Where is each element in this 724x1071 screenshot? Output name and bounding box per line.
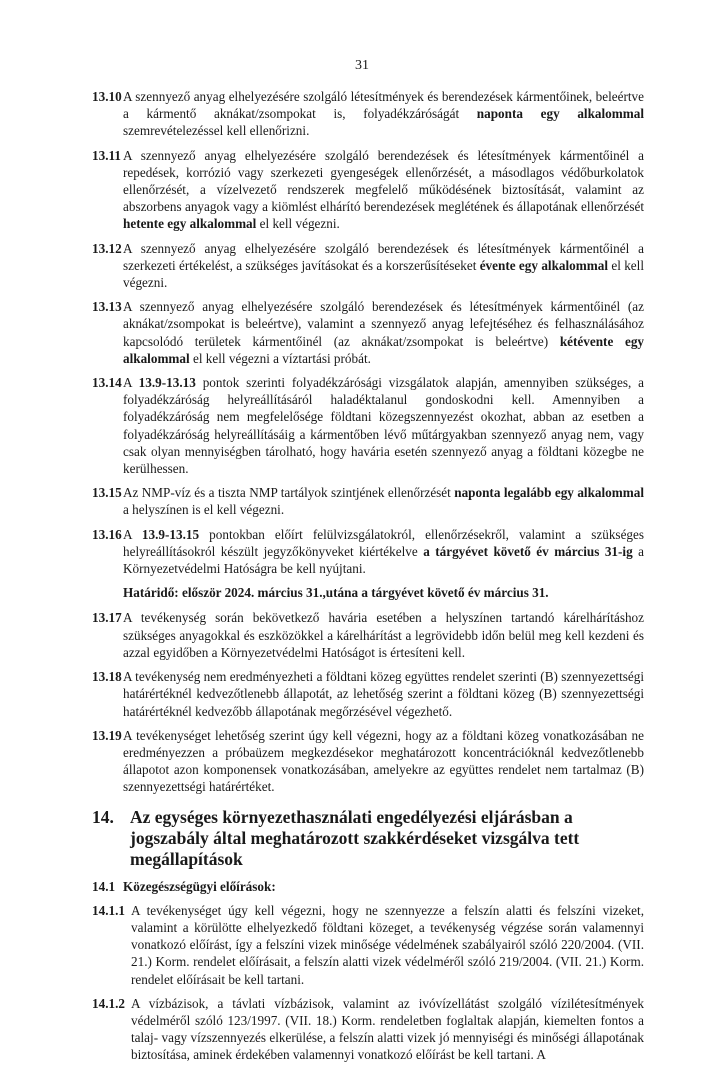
subsection-title: Közegészségügyi előírások: [123,878,276,894]
text-run: el kell végezni. [256,216,340,232]
subsection-number: 14.1 [92,878,116,894]
bold-text: kétévente egy alkalommal [123,333,645,366]
paragraph-text [123,609,644,661]
paragraph-text [123,727,644,796]
paragraph-number: 13.13 [92,299,122,315]
numbered-paragraph [92,526,644,578]
text-run: Az NMP-víz és a tiszta NMP tartályok szintjének ellenőrzését [123,485,455,501]
bold-text: naponta legalább egy alkalommal [454,485,644,501]
paragraph-text [123,298,644,367]
text-run: pontok szerinti folyadékzárósági vizsgálatok alapján, amennyiben szükséges, a folyadékzáróság helyreállításáról haladéktalanul gondoskodni kell. Amennyiben a folyadékzáróság nem megfelelősége földtani közegszennyezést okozhat, abban az esetben a folyadékzáróság helyreállításáig a kármentőben lévő műtárgyakban szennyező anyag nem, vagy csak olyan mennyiségben tárolható, hogy havária esetén szennyező anyag a földtani közegbe ne kerülhessen. [123,375,645,477]
paragraph-number: 14.1.2 [92,995,125,1011]
bold-text: naponta egy alkalommal [476,106,644,122]
section-14-heading [92,807,644,870]
section-13-items-b [92,609,644,795]
text-run: a Környezetvédelmi Hatóságra be kell nyújtani. [123,543,644,577]
paragraph-text [123,240,644,292]
paragraph-text [123,147,644,233]
paragraph-number: 13.18 [92,669,122,685]
numbered-paragraph [92,727,644,796]
text-run: pontokban előírt felülvizsgálatokról, ellenőrzésekről, valamint a szükséges helyreállításokról készült jegyzőkönyveket kiértékelve [123,526,644,559]
text-run: el kell végezni a víztartási próbát. [189,350,371,366]
text-run: A szennyező anyag elhelyezésére szolgáló berendezések és létesítmények kármentőinél a repedések, korrózió vagy szerkezeti gyengeségek ellenőrzését, a másodlagos védőburkolatok ellenőrzését, a vízelvezető rendszerek megfelelő működésének biztosítását, valamint az abszorbens anyagok vagy a kiömlést elhárító berendezések meglétének és állapotának ellenőrzését [123,147,644,215]
paragraph-text [131,995,644,1064]
numbered-paragraph [92,609,644,661]
section-14-1-items [92,902,644,1064]
bold-text: hetente egy alkalommal [123,216,257,232]
paragraph-number: 13.17 [92,610,122,626]
text-run: A [123,526,142,542]
paragraph-text [123,88,644,140]
page-number: 31 [355,58,369,73]
text-run: szemrevételezéssel kell ellenőrizni. [123,123,310,139]
bold-text: évente egy alkalommal [479,257,608,273]
deadline-note: Határidő: először 2024. március 31.,utána a tárgyévet követő év március 31. [123,585,549,601]
numbered-paragraph [92,902,644,988]
numbered-paragraph [92,484,644,518]
paragraph-text [131,902,644,988]
paragraph-text [123,668,644,720]
subsection-heading [92,878,644,895]
paragraph-text [123,374,644,477]
section-title: Az egységes környezethasználati engedélyezési eljárásban a jogszabály által meghatározott szakkérdéseket vizsgálva tett megállapítások [130,806,580,869]
text-run: A tevékenység nem eredményezheti a földtani közeg együttes rendelet szerinti (B) szennyezettségi határértéknél kedvezőtlenebb állapotát, az lehetőség szerint a földtani közeg (B) szennyezettségi határértéknél kedvezőbb állapotának megőrzésével végezhető. [123,669,644,719]
text-run: A szennyező anyag elhelyezésére szolgáló berendezések és létesítmények kármentőinél (az aknákat/zsompokat is beleértve), valamint a szennyező anyag lefejtéséhez és felhasználásához kapcsolódó területek kármentőinél (az aknákat/zsompokat is beleértve) [123,299,644,349]
numbered-paragraph [92,240,644,292]
section-13-items-a [92,88,644,577]
paragraph-number: 13.14 [92,375,122,391]
bold-text: 13.9-13.15 [141,526,200,542]
page-content [92,88,644,1071]
text-run: A tevékenységet lehetőség szerint úgy kell végezni, hogy az a földtani közeg vonatkozásában ne eredményezzen a próbaüzem megkezdésekor meghatározott koncentrációknál kedvezőtlenebb állapotot azon komponensek vonatkozásában, amelyekre az együttes rendelet nem tartalmaz (B) szennyezettségi határértéket. [123,727,644,795]
numbered-paragraph [92,995,644,1064]
paragraph-number: 13.15 [92,485,122,501]
bold-text: 13.9-13.13 [138,375,196,391]
paragraph-text [123,526,644,578]
text-run: a helyszínen is el kell végezni. [123,502,285,518]
paragraph-number: 14.1.1 [92,902,125,918]
text-run: A tevékenységet úgy kell végezni, hogy ne szennyezze a felszín alatti és felszíni vizeket, valamint a körülötte elhelyezkedő földtani közeget, a tevékenység végzése során valamennyi vonatkozó előírást, így a felszíni vizek minősége védelmének szabályairól szóló 220/2004. (VII. 21.) Korm. rendelet előírásait, a felszín alatti vizek védelméről szóló 219/2004. (VII. 21.) Korm. rendelet előírásait be kell tartani. [131,902,644,987]
numbered-paragraph [92,88,644,140]
section-number: 14. [92,806,114,827]
text-run: A [123,375,139,391]
paragraph-number: 13.16 [92,526,122,542]
paragraph-number: 13.10 [92,89,122,104]
text-run: A szennyező anyag elhelyezésére szolgáló létesítmények és berendezések kármentőinek, beleértve a kármentő aknákat/zsompokat is, folyadékzáróságát [123,89,644,122]
text-run: A vízbázisok, a távlati vízbázisok, valamint az ivóvízellátást szolgáló vízilétesítmények védelméről szóló 123/1997. (VII. 18.) Korm. rendeletben foglaltak alapján, kiemelten fontos a talaj- vagy vízszennyezés elkerülése, a felszín alatti vizek jó mennyiségi és minőségi állapotának biztosítása, aminek érdekében valamennyi vonatkozó előírást be kell tartani. A [131,995,644,1063]
paragraph-number: 13.11 [92,147,121,163]
numbered-paragraph [92,374,644,477]
numbered-paragraph [92,668,644,720]
text-run: el kell végezni. [123,257,644,291]
paragraph-number: 13.12 [92,240,122,256]
bold-text: a tárgyévet követő év március 31-ig [423,543,633,559]
numbered-paragraph [92,298,644,367]
text-run: A tevékenység során bekövetkező havária esetében a helyszínen tartandó kárelhárításhoz szükséges anyagokkal és eszközökkel a kárelhárítást a legrövidebb időn belül meg kell kezdeni és azzal egyidőben a Környezetvédelmi Hatóságot is értesíteni kell. [123,610,644,660]
paragraph-number: 13.19 [92,727,122,743]
paragraph-text [123,484,644,518]
numbered-paragraph [92,147,644,233]
text-run: A szennyező anyag elhelyezésére szolgáló berendezések és létesítmények kármentőinél a szerkezeti értékelést, a szükséges javításokat és a korszerűsítéseket [123,240,644,273]
